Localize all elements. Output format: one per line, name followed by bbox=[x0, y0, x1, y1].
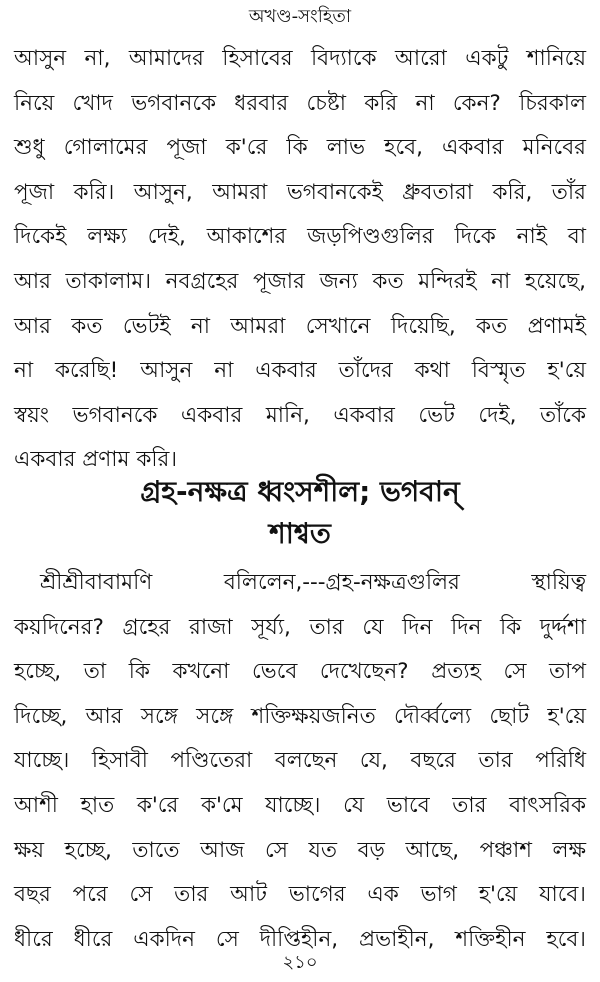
text-line: একবার প্রণাম করি। bbox=[14, 447, 178, 473]
text-line: হচ্ছে, তা কি কখনো ভেবে দেখেছেন? প্রত্যহ সে তাপ bbox=[14, 659, 586, 685]
page-number: ২১০ bbox=[282, 952, 318, 973]
running-header: অখণ্ড-সংহিতা bbox=[248, 6, 352, 27]
text-line: বছর পরে সে তার আট ভাগের এক ভাগ হ'য়ে যাবে। bbox=[14, 882, 586, 908]
text-line: আর কত ভেটই না আমরা সেখানে দিয়েছি, কত প্রণামই bbox=[14, 313, 586, 339]
section-heading-line-1: গ্রহ-নক্ষত্র ধ্বংসশীল; ভগবান্ bbox=[140, 475, 460, 508]
section-heading-line-2: শাশ্বত bbox=[269, 517, 331, 550]
paragraph-1 bbox=[0, 37, 600, 483]
text-line: ধীরে ধীরে একদিন সে দীপ্তিহীন, প্রভাহীন, শক্তিহীন হবে। bbox=[14, 926, 586, 952]
text-line: শুধু গোলামের পূজা ক'রে কি লাভ হবে, একবার মনিবের bbox=[14, 135, 586, 161]
text-line: শ্রীশ্রীবাবামণি বলিলেন,---গ্রহ-নক্ষত্রগুলির স্থায়িত্ব bbox=[40, 570, 586, 595]
text-line: না করেছি! আসুন না একবার তাঁদের কথা বিস্মৃত হ'য়ে bbox=[14, 358, 586, 384]
text-line: স্বয়ং ভগবানকে একবার মানি, একবার ভেট দেই, তাঁকে bbox=[14, 402, 586, 428]
text-line: নিয়ে খোদ ভগবানকে ধরবার চেষ্টা করি না কেন? চিরকাল bbox=[14, 90, 586, 116]
paragraph-2 bbox=[0, 561, 600, 962]
text-line: আর তাকালাম। নবগ্রহের পূজার জন্য কত মন্দিরই না হয়েছে, bbox=[14, 268, 586, 294]
text-line: ক্ষয় হচ্ছে, তাতে আজ সে যত বড় আছে, পঞ্চাশ লক্ষ bbox=[14, 837, 586, 863]
text-line: পূজা করি। আসুন, আমরা ভগবানকেই ধ্রুবতারা করি, তাঁর bbox=[14, 179, 586, 205]
text-line: আশী হাত ক'রে ক'মে যাচ্ছে। যে ভাবে তার বাৎসরিক bbox=[14, 792, 586, 818]
section-heading bbox=[0, 471, 600, 555]
text-line: আসুন না, আমাদের হিসাবের বিদ্যাকে আরো একটু শানিয়ে bbox=[14, 46, 586, 71]
text-line: যাচ্ছে। হিসাবী পণ্ডিতেরা বলছেন যে, বছরে তার পরিধি bbox=[14, 748, 586, 774]
text-line: দিকেই লক্ষ্য দেই, আকাশের জড়পিণ্ডগুলির দিকে নাই বা bbox=[14, 224, 586, 250]
text-line: কয়দিনের? গ্রহের রাজা সূর্য্য, তার যে দিন দিন কি দুর্দ্দশা bbox=[14, 614, 586, 640]
text-line: দিচ্ছে, আর সঙ্গে সঙ্গে শক্তিক্ষয়জনিত দৌর্ব্বল্যে ছোট হ'য়ে bbox=[14, 703, 586, 729]
